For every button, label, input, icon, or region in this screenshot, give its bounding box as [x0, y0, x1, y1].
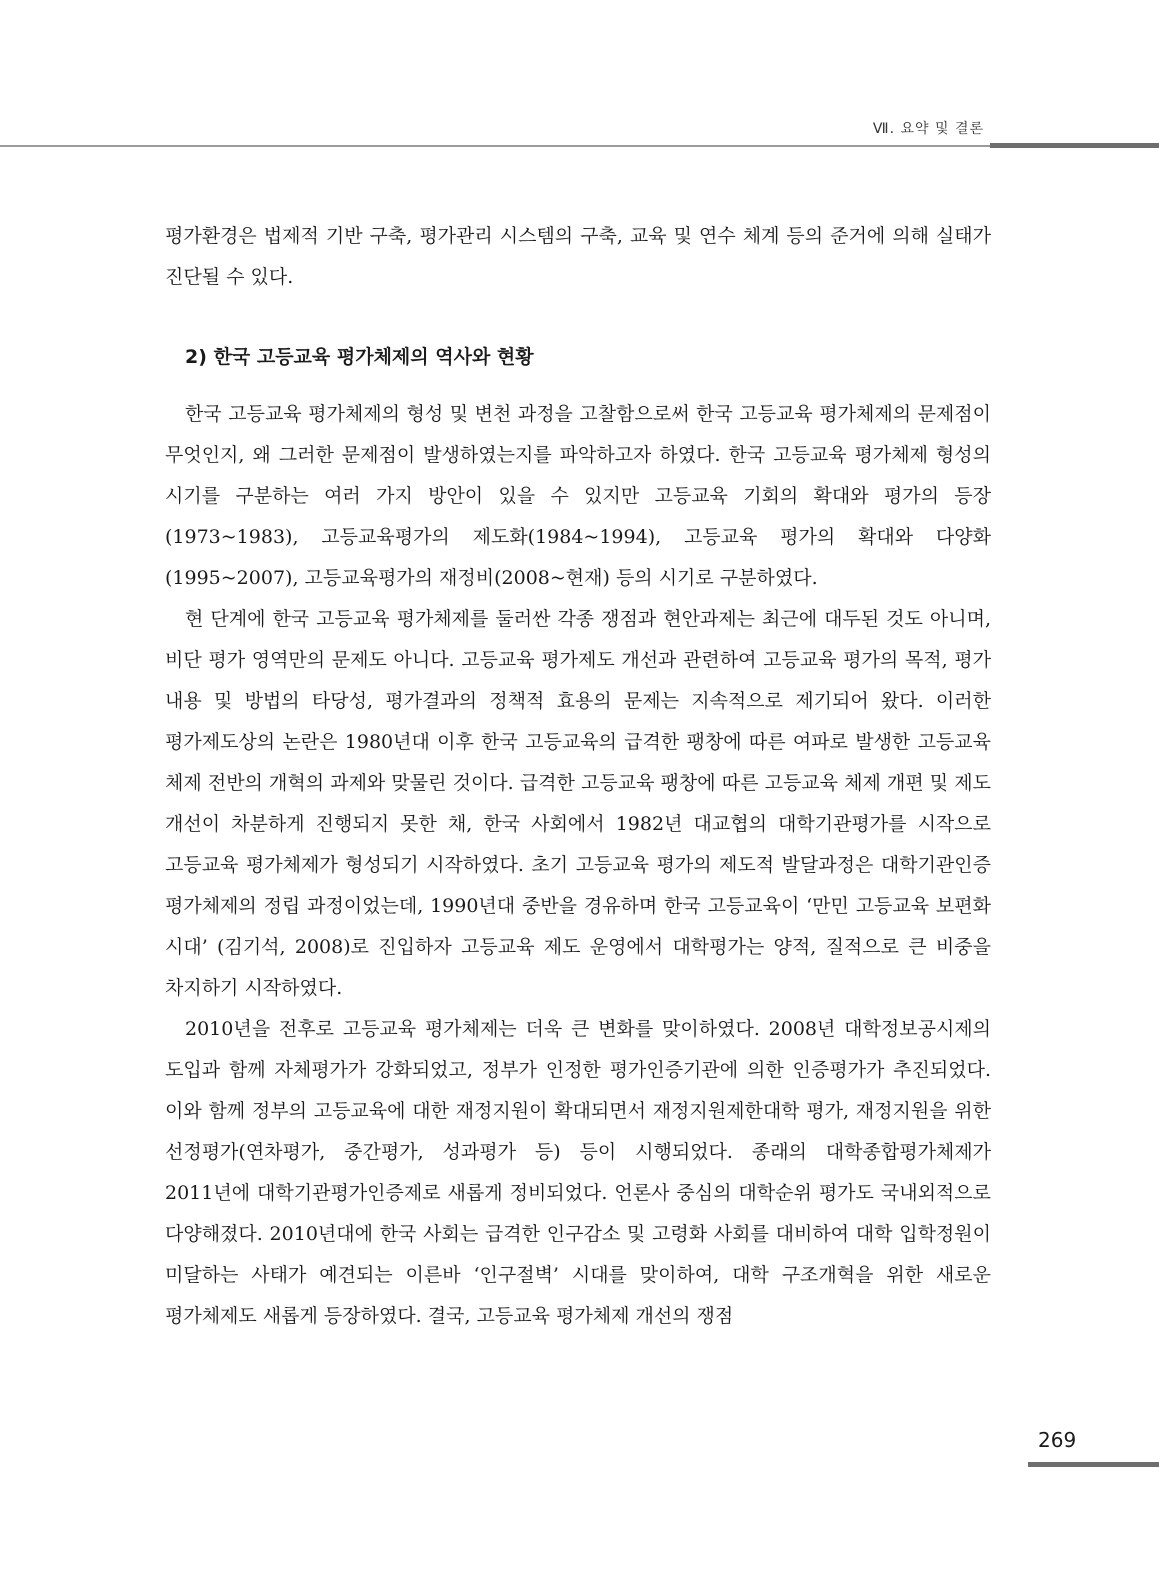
footer-rule [1028, 1462, 1159, 1467]
intro-paragraph: 평가환경은 법제적 기반 구축, 평가관리 시스템의 구축, 교육 및 연수 체계 등의 준거에 의해 실태가 진단될 수 있다. [165, 225, 991, 288]
running-header: Ⅶ. 요약 및 결론 [872, 121, 984, 137]
paragraph: 한국 고등교육 평가체제의 형성 및 변천 과정을 고찰함으로써 한국 고등교육 평가체제의 문제점이 무엇인지, 왜 그러한 문제점이 발생하였는지를 파악하고자 하였다. 한국 고등교육 평가체제 형성의 시기를 구분하는 여러 가지 방안이 있을 수 있지만 고등교육 기회의 확대와 평가의 등장(1973~1983), 고등교육평가의 제도화(1984~1994), 고등교육 평가의 확대와 다양화(1995~2007), 고등교육평가의 재정비(2008~현재) 등의 시기로 구분하였다. [165, 403, 991, 589]
section-heading: 2) 한국 고등교육 평가체제의 역사와 현황 [185, 346, 534, 368]
page-number: 269 [1038, 1428, 1077, 1452]
section-body [165, 394, 991, 1337]
paragraph: 현 단계에 한국 고등교육 평가체제를 둘러싼 각종 쟁점과 현안과제는 최근에 대두된 것도 아니며, 비단 평가 영역만의 문제도 아니다. 고등교육 평가제도 개선과 관련하여 고등교육 평가의 목적, 평가 내용 및 방법의 타당성, 평가결과의 정책적 효용의 문제는 지속적으로 제기되어 왔다. 이러한 평가제도상의 논란은 1980년대 이후 한국 고등교육의 급격한 팽창에 따른 여파로 발생한 고등교육 체제 전반의 개혁의 과제와 맞물린 것이다. 급격한 고등교육 팽창에 따른 고등교육 체제 개편 및 제도 개선이 차분하게 진행되지 못한 채, 한국 사회에서 1982년 대교협의 대학기관평가를 시작으로 고등교육 평가체제가 형성되기 시작하였다. 초기 고등교육 평가의 제도적 발달과정은 대학기관인증 평가체제의 정립 과정이었는데, 1990년대 중반을 경유하며 한국 고등교육이 ‘만민 고등교육 보편화 시대’ (김기석, 2008)로 진입하자 고등교육 제도 운영에서 대학평가는 양적, 질적으로 큰 비중을 차지하기 시작하였다. [165, 608, 991, 999]
paragraph: 2010년을 전후로 고등교육 평가체제는 더욱 큰 변화를 맞이하였다. 2008년 대학정보공시제의 도입과 함께 자체평가가 강화되었고, 정부가 인정한 평가인증기관에 의한 인증평가가 추진되었다. 이와 함께 정부의 고등교육에 대한 재정지원이 확대되면서 재정지원제한대학 평가, 재정지원을 위한 선정평가(연차평가, 중간평가, 성과평가 등) 등이 시행되었다. 종래의 대학종합평가체제가 2011년에 대학기관평가인증제로 새롭게 정비되었다. 언론사 중심의 대학순위 평가도 국내외적으로 다양해졌다. 2010년대에 한국 사회는 급격한 인구감소 및 고령화 사회를 대비하여 대학 입학정원이 미달하는 사태가 예견되는 이른바 ‘인구절벽’ 시대를 맞이하여, 대학 구조개혁을 위한 새로운 평가체제도 새롭게 등장하였다. 결국, 고등교육 평가체제 개선의 쟁점 [165, 1018, 991, 1327]
header-rule [0, 145, 1159, 147]
header-rule-accent [990, 143, 1159, 148]
